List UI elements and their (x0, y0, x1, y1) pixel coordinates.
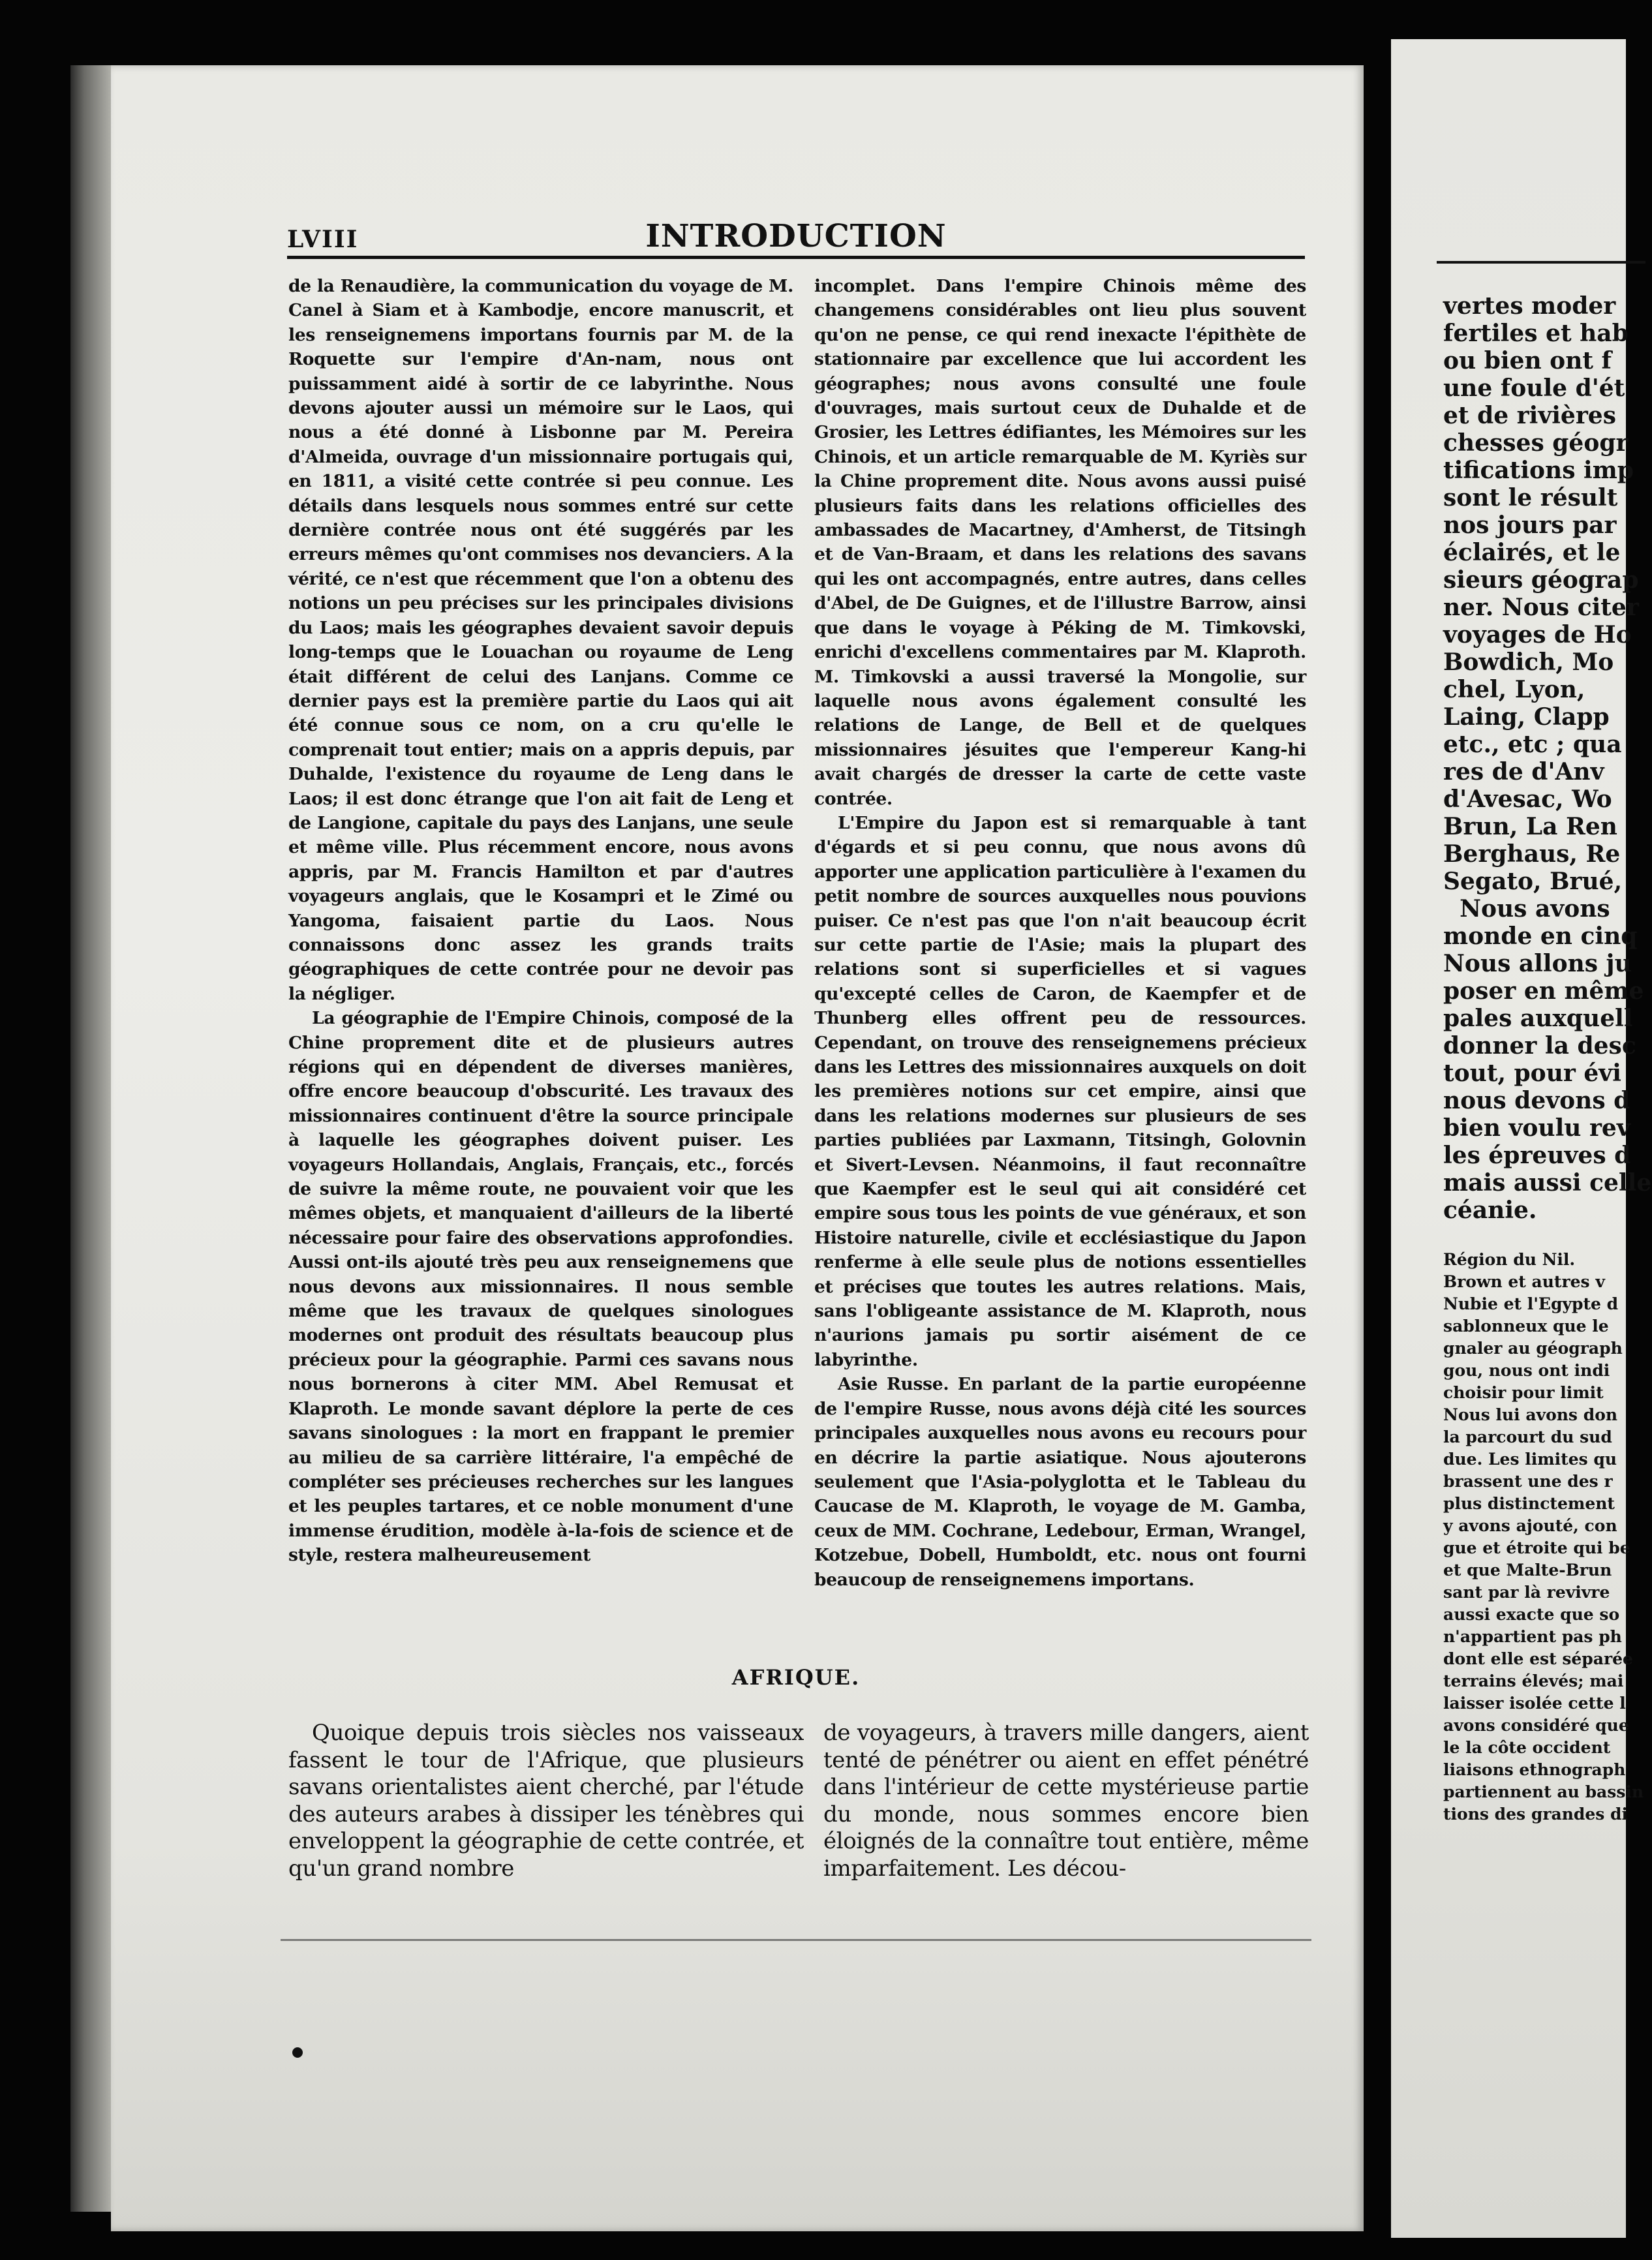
right-big-line: tout, pour évi (1443, 1060, 1621, 1087)
right-big-line: Nous allons ju (1443, 950, 1632, 977)
right-big-line: Brun, La Ren (1443, 813, 1617, 840)
right-big-line: sont le résult (1443, 484, 1618, 512)
section-title-afrique: AFRIQUE. (731, 1665, 861, 1690)
right-small-line: gou, nous ont indi (1443, 1361, 1610, 1380)
right-big-line: les épreuves d (1443, 1142, 1631, 1169)
right-small-line: Région du Nil. (1443, 1250, 1576, 1269)
right-big-line: ner. Nous citer (1443, 594, 1639, 621)
right-big-line: Segato, Brué, (1443, 868, 1623, 895)
afrique-column-right (823, 1720, 1309, 1883)
right-big-line: chesses géogr (1443, 429, 1629, 457)
right-page-fragment (1391, 39, 1652, 2238)
right-small-line: gue et étroite qui be (1443, 1538, 1630, 1557)
right-big-line: nos jours par (1443, 512, 1617, 539)
right-big-line: Bowdich, Mo (1443, 649, 1614, 676)
right-small-line: sant par là revivre (1443, 1583, 1610, 1602)
right-small-line: la parcourt du sud (1443, 1428, 1612, 1446)
right-page-text (1443, 267, 1652, 1850)
right-big-line: Laing, Clapp (1443, 703, 1610, 731)
right-small-line: liaisons ethnograph (1443, 1760, 1626, 1779)
running-head (287, 215, 1305, 254)
right-big-line: vertes moder (1443, 292, 1616, 320)
header-rule (287, 256, 1305, 259)
right-small-line: choisir pour limit (1443, 1383, 1604, 1402)
right-small-line: partiennent au bassin (1443, 1782, 1644, 1801)
right-big-line: ou bien ont f (1443, 347, 1612, 374)
right-big-line: nous devons d (1443, 1087, 1630, 1114)
right-small-line: Nubie et l'Egypte d (1443, 1294, 1619, 1313)
right-big-line: une foule d'ét (1443, 374, 1625, 402)
paragraph-laos: de la Renaudière, la communication du voyage de M. Canel à Siam et à Kambodje, encore manuscrit, et les renseignemens importans fournis par M. de la Roquette sur l'empire d'An-nam, nous ont puissamment aidé à sortir de ce labyrinthe. Nous devons ajouter aussi un mémoire sur le Laos, qui nous a été donné à Lisbonne par M. Pereira d'Almeida, ouvrage d'un missionnaire portugais qui, en 1811, a visité cette contrée si peu connue. Les détails dans lesquels nous sommes entré sur cette dernière contrée nous ont été suggérés par les erreurs mêmes qu'ont commises nos devanciers. A la vérité, ce n'est que récemment que l'on a obtenu des notions un peu précises sur les principales divisions du Laos; mais les géographes devaient savoir depuis long-temps que le Louachan ou royaume de Leng était différent de celui des Lanjans. Comme ce dernier pays est la première partie du Laos qui ait été connue sous ce nom, on a cru qu'elle le comprenait tout entier; mais on a appris depuis, par Duhalde, l'existence du royaume de Leng dans le Laos; il est donc étrange que l'on ait fait de Leng et de Langione, capitale du pays des Lanjans, une seule et même ville. Plus récemment encore, nous avons appris, par M. Francis Hamilton et par d'autres voyageurs anglais, que le Kosampri et le Zimé ou Yangoma, faisaient partie du Laos. Nous connaissons donc assez les grands traits géographiques de cette contrée pour ne devoir pas la négliger. (288, 276, 793, 1004)
right-big-line: chel, Lyon, (1443, 676, 1585, 703)
right-small-line: Brown et autres v (1443, 1272, 1605, 1291)
paragraph-empire-japon: L'Empire du Japon est si remarquable à tant d'égards et si peu connu, que nous avons dû apporter une application particulière à l'examen du petit nombre de sources auxquelles nous pouvions puiser. Ce n'est pas que l'on n'ait beaucoup écrit sur cette partie de l'Asie; mais la plupart des relations sont si superficielles et si vagues qu'excepté celles de Caron, de Kaempfer et de Thunberg elles offrent peu de ressources. Cependant, on trouve des renseignemens précieux dans les Lettres des missionnaires auxquels on doit les premières notions sur cet empire, ainsi que dans les relations modernes sur plusieurs de ses parties publiées par Laxmann, Titsingh, Golovnin et Sivert-Levsen. Néanmoins, il faut reconnaître que Kaempfer est le seul qui ait considéré cet empire sous tous les points de vue généraux, et son Histoire naturelle, civile et ecclésiastique du Japon renferme à elle seule plus de notions essentielles et précises que toutes les autres relations. Mais, sans l'obligeante assistance de M. Klaproth, nous n'aurions jamais pu sortir aisément de ce labyrinthe. (814, 812, 1306, 1370)
right-big-line: etc., etc ; qua (1443, 731, 1622, 758)
page-number: LVIII (287, 226, 359, 253)
right-big-line: res de d'Anv (1443, 758, 1604, 786)
right-small-line: terrains élevés; mai (1443, 1672, 1624, 1690)
right-small-line: avons considéré que (1443, 1716, 1629, 1735)
right-page-large-lines (1443, 292, 1652, 1224)
right-big-line: voyages de Ho (1443, 621, 1632, 649)
text-column-left (288, 274, 793, 1568)
right-big-line: pales auxquell (1443, 1005, 1633, 1032)
right-big-line: fertiles et hab (1443, 320, 1629, 347)
book-spine (70, 65, 116, 2212)
right-big-line: Berghaus, Re (1443, 840, 1621, 868)
right-small-line: tions des grandes di (1443, 1805, 1629, 1824)
right-small-line: Nous lui avons don (1443, 1405, 1618, 1424)
right-big-line: bien voulu rev (1443, 1114, 1630, 1142)
text-column-right (814, 274, 1306, 1592)
right-big-line: donner la desc (1443, 1032, 1636, 1060)
bottom-rule (281, 1939, 1311, 1941)
right-big-line: éclairés, et le (1443, 539, 1621, 566)
right-big-line: Nous avons (1443, 895, 1610, 923)
right-small-line: le la côte occident (1443, 1738, 1611, 1757)
right-small-line: brassent une des r (1443, 1472, 1613, 1491)
right-big-line: sieurs géograp (1443, 566, 1639, 594)
right-page-small-lines (1443, 1249, 1652, 1825)
paragraph-afrique-continued: de voyageurs, à travers mille dangers, aient tenté de pénétrer ou aient en effet pénétré dans l'intérieur de cette mystérieuse partie du monde, nous sommes encore bien éloignés de la connaître tout entière, même imparfaitement. Les décou- (823, 1720, 1309, 1882)
right-big-line: monde en cinq (1443, 923, 1638, 950)
right-small-line: y avons ajouté, con (1443, 1516, 1617, 1535)
right-page-header-rule (1437, 261, 1645, 264)
right-big-line: tifications imp (1443, 457, 1634, 484)
right-small-line: dont elle est séparée (1443, 1649, 1633, 1668)
afrique-column-left (288, 1720, 804, 1883)
paragraph-empire-chinois: La géographie de l'Empire Chinois, composé de la Chine proprement dite et de plusieurs autres régions qui en dépendent de diverses manières, offre encore beaucoup d'obscurité. Les travaux des missionnaires continuent d'être la source principale à laquelle les géographes doivent puiser. Les voyageurs Hollandais, Anglais, Français, etc., forcés de suivre la même route, ne pouvaient voir que les mêmes objets, et manquaient d'ailleurs de la liberté nécessaire pour faire des observations approfondies. Aussi ont-ils ajouté très peu aux renseignemens que nous devons aux missionnaires. Il nous semble même que les travaux de quelques sinologues modernes ont produit des résultats beaucoup plus précieux pour la géographie. Parmi ces savans nous nous bornerons à citer MM. Abel Remusat et Klaproth. Le monde savant déplore la perte de ces savans sinologues : la mort en frappant le premier au milieu de sa carrière littéraire, l'a empêché de compléter ses précieuses recherches sur les langues et les peuples tartares, et ce noble monument d'une immense érudition, modèle à-la-fois de science et de style, restera malheureusement (288, 1008, 793, 1566)
right-small-line: plus distinctement (1443, 1494, 1615, 1513)
right-big-line: mais aussi celle (1443, 1169, 1652, 1197)
paragraph-afrique-start: Quoique depuis trois siècles nos vaisseaux fassent le tour de l'Afrique, que plusieurs savans orientalistes aient cherché, par l'étude des auteurs arabes à dissiper les ténèbres qui enveloppent la géographie de cette contrée, et qu'un grand nombre (288, 1720, 804, 1882)
right-small-line: gnaler au géograph (1443, 1339, 1623, 1358)
right-big-line: d'Avesac, Wo (1443, 786, 1612, 813)
right-big-line: poser en même (1443, 977, 1644, 1005)
right-big-line: céanie. (1443, 1197, 1537, 1224)
right-small-line: n'appartient pas ph (1443, 1627, 1622, 1646)
paragraph-asie-russe: Asie Russe. En parlant de la partie européenne de l'empire Russe, nous avons déjà cité les sources principales auxquelles nous avons eu recours pour en décrire la partie asiatique. Nous ajouterons seulement que l'Asia-polyglotta et le Tableau du Caucase de M. Klaproth, le voyage de M. Gamba, ceux de MM. Cochrane, Ledebour, Erman, Wrangel, Kotzebue, Dobell, Humboldt, etc. nous ont fourni beaucoup de renseignemens importans. (814, 1374, 1306, 1590)
ink-spot (292, 2047, 303, 2058)
right-small-line: et que Malte-Brun (1443, 1561, 1612, 1580)
right-small-line: laisser isolée cette l (1443, 1694, 1626, 1713)
right-small-line: sablonneux que le (1443, 1317, 1609, 1336)
paragraph-chine-sources: incomplet. Dans l'empire Chinois même des changemens considérables ont lieu plus souvent qu'on ne pense, ce qui rend inexacte l'épithète de stationnaire par excellence que lui accordent les géographes; nous avons consulté une foule d'ouvrages, mais surtout ceux de Duhalde et de Grosier, les Lettres édifiantes, les Mémoires sur les Chinois, et un article remarquable de M. Kyriès sur la Chine proprement dite. Nous avons aussi puisé plusieurs faits dans les relations officielles des ambassades de Macartney, d'Amherst, de Titsingh et de Van-Braam, et dans les relations des savans qui les ont accompagnés, entre autres, dans celles d'Abel, de De Guignes, et de l'illustre Barrow, ainsi que dans le voyage à Péking de M. Timkovski, enrichi d'excellens commentaires par M. Klaproth. M. Timkovski a aussi traversé la Mongolie, sur laquelle nous avons également consulté les relations de Lange, de Bell et de quelques missionnaires jésuites que l'empereur Kang-hi avait chargés de dresser la carte de cette vaste contrée. (814, 276, 1306, 809)
right-big-line: et de rivières (1443, 402, 1616, 429)
right-small-line: due. Les limites qu (1443, 1450, 1617, 1469)
running-title: INTRODUCTION (645, 218, 947, 254)
right-small-line: aussi exacte que so (1443, 1605, 1620, 1624)
